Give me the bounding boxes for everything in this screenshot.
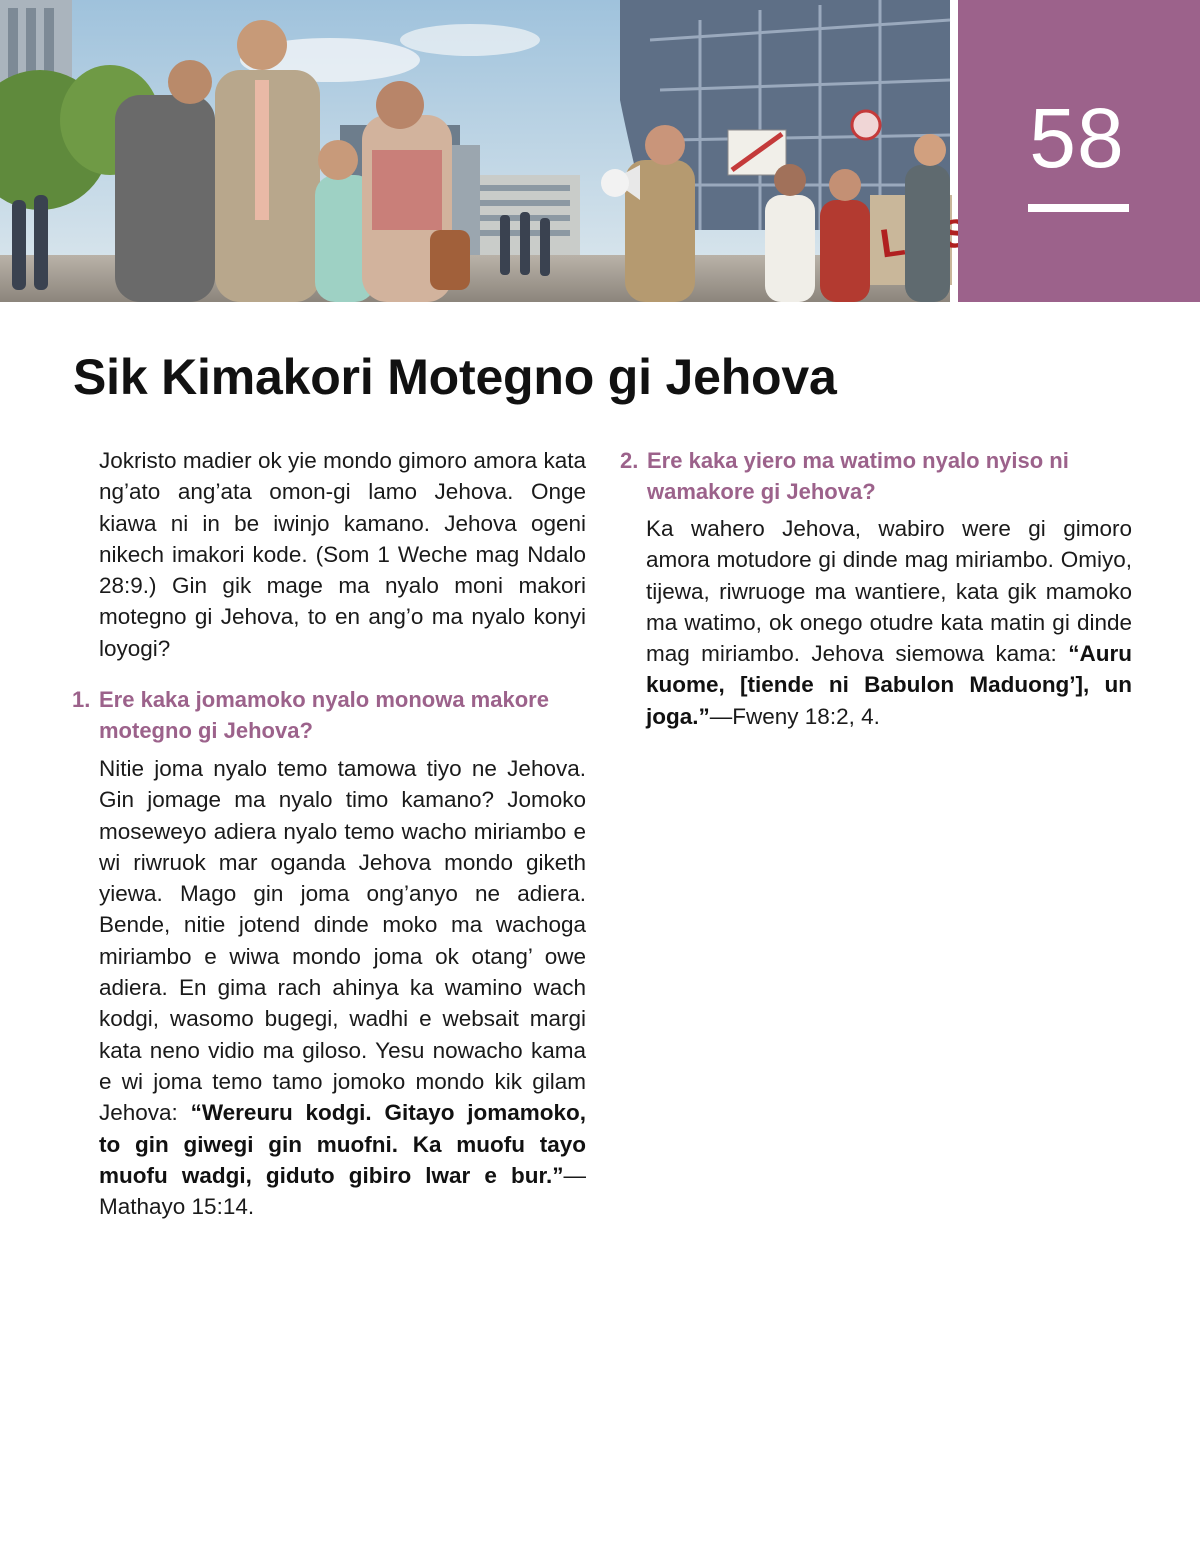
intro-paragraph-block	[99, 445, 586, 664]
answer-1-body: Nitie joma nyalo temo tamowa tiyo ne Jehova. Gin jomage ma nyalo timo kamano? Jomoko moseweyo adiera nyalo temo wacho miriambo e wi riwruok mar oganda Jehova mondo giketh yiewa. Mago gin joma ong’anyo ne adiera. Bende, nitie jotend dinde moko ma wachoga miriambo e wiwa mondo joma ok otang’ owe adiera. En gima rach ahinya ka wamino wach kodgi, wasomo bugegi, wadhi e websait margi kata neno vidio ma giloso. Yesu nowacho kama e wi joma temo tamo jomoko mondo kik gilam Jehova:	[99, 756, 586, 1126]
answer-2-body: Ka wahero Jehova, wabiro were gi gimoro amora motudore gi dinde mag miriambo. Omiyo, tijewa, riwruoge ma wantiere, kata gik mamoko ma watimo, ok onego otudre kata matin gi dinde mag miriambo. Jehova siemowa kama:	[646, 516, 1132, 667]
question-1-heading	[72, 684, 586, 746]
question-1-text: Ere kaka jomamoko nyalo monowa makore motegno gi Jehova?	[99, 687, 549, 743]
answer-2-quote: “Auru kuome, [tiende ni Babulon Maduong’], un joga.”	[646, 641, 1132, 729]
answer-2-reference: —Fweny 18:2, 4.	[709, 703, 880, 729]
lesson-number-panel	[958, 0, 1200, 302]
answer-2-paragraph	[646, 513, 1132, 732]
lesson-number: 58	[1029, 91, 1125, 185]
question-2-heading	[620, 445, 1132, 507]
answer-1-reference: —Mathayo 15:14.	[99, 1162, 586, 1220]
answer-1-block	[99, 753, 586, 1222]
answer-1-quote: “Wereuru kodgi. Gitayo jomamoko, to gin giwegi gin muofni. Ka muofu tayo muofu wadgi, giduto gibiro lwar e bur.”	[99, 1100, 586, 1188]
lesson-number-underline	[1028, 204, 1129, 212]
question-1-number: 1.	[72, 687, 91, 712]
hero-photo	[0, 0, 950, 302]
answer-2-block	[646, 513, 1132, 732]
answer-1-paragraph	[99, 753, 586, 1222]
page-title: Sik Kimakori Motegno gi Jehova	[73, 349, 837, 405]
intro-paragraph: Jokristo madier ok yie mondo gimoro amora kata ng’ato ang’ata omon-gi lamo Jehova. Onge kiawa ni in be iwinjo kamano. Jehova ogeni nikech imakori kode. (Som 1 Weche mag Ndalo 28:9.) Gin gik mage ma nyalo moni makori motegno gi Jehova, to en ang’o ma nyalo konyi loyogi?	[99, 448, 586, 661]
question-2-text: Ere kaka yiero ma watimo nyalo nyiso ni wamakore gi Jehova?	[647, 448, 1069, 504]
question-2-number: 2.	[620, 448, 639, 473]
